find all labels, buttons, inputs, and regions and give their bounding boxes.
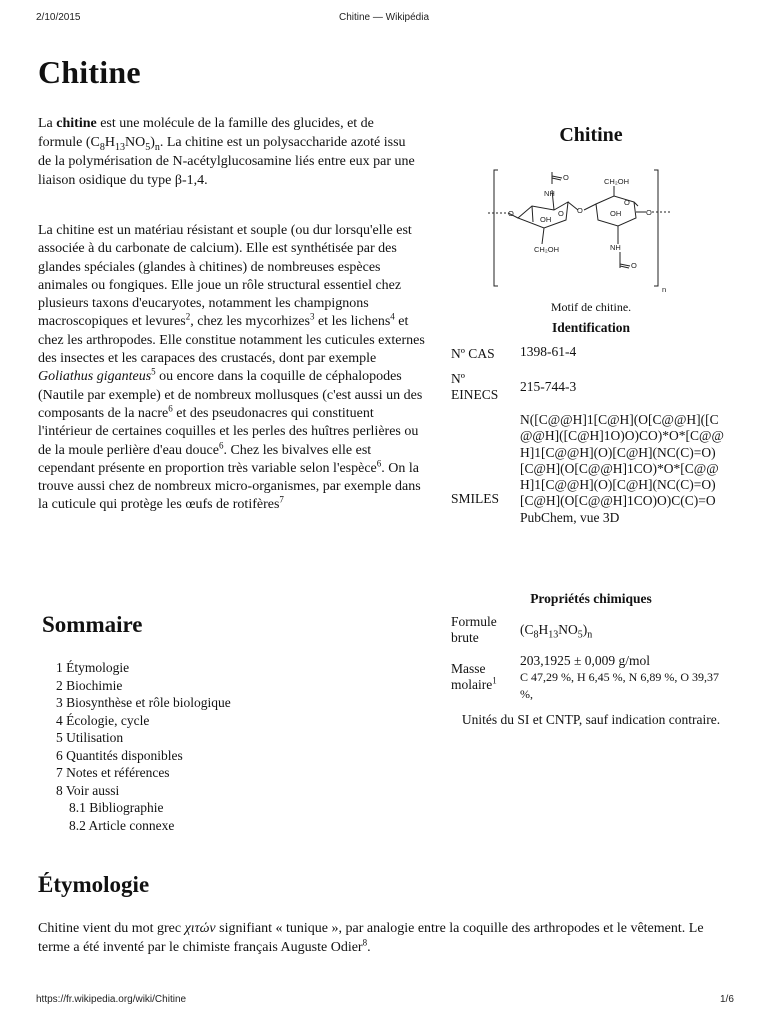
einecs-value: 215-744-3 <box>520 379 577 394</box>
masse-composition: C 47,29 %, H 6,45 %, N 6,89 %, O 39,37 %, <box>520 670 719 701</box>
toc-item[interactable]: 2 Biochimie <box>56 677 123 693</box>
structure-label-nh: NH <box>544 189 555 198</box>
ref-5[interactable]: 5 <box>151 366 156 377</box>
toc-title: Sommaire <box>42 612 143 637</box>
ref-3[interactable]: 3 <box>309 311 315 322</box>
species-name: Goliathus giganteus <box>38 369 152 385</box>
toc-item[interactable]: 5 Utilisation <box>56 730 124 745</box>
term-chitine: chitine <box>56 116 97 131</box>
einecs-label[interactable]: Nº EINECS <box>451 371 499 402</box>
ref-6[interactable]: 6 <box>168 403 173 414</box>
print-page-number: 1/6 <box>720 994 734 1005</box>
structure-label-o: O <box>624 198 630 207</box>
smiles-links[interactable]: PubChem, vue 3D <box>520 509 620 525</box>
print-doc-title: Chitine — Wikipédia <box>338 12 430 23</box>
smiles-value: N([C@@H]1[C@H](O[C@@H]([C@@H]([C@H]1O)O)CO)*O*[C@@H]1[C@@H](O)[C@H](NC(C)=O)[C@H](O[C@@H]1CO)*O*[C@@H]1[C@@H](O)[C@H](NC(C)=O)[C@H](O[C@@H]1CO)O)C(C)=O PubChem, vue 3D <box>520 412 724 525</box>
toc-item[interactable]: 3 Biosynthèse et rôle biologique <box>56 695 231 710</box>
masse-value: 203,1925 ± 0,009 g/mol C 47,29 %, H 6,45 %, N 6,89 %, O 39,37 %, <box>520 653 719 701</box>
structure-label-oh: OH <box>540 215 552 224</box>
cas-value: 1398-61-4 <box>520 344 577 359</box>
page-title: Chitine <box>38 54 141 90</box>
ref-1: 1 <box>492 675 497 686</box>
structure-label-o: O <box>577 206 583 215</box>
infobox-section-identification: Identification <box>551 320 630 335</box>
toc-item[interactable]: 1 Étymologie <box>56 660 130 675</box>
ref-6[interactable]: 6 <box>376 458 382 469</box>
toc-subitem[interactable]: 8.1 Bibliographie <box>69 800 164 815</box>
ref-4[interactable]: 4 <box>390 311 395 322</box>
smiles-label[interactable]: SMILES <box>451 491 500 506</box>
structure-label-o: O <box>508 209 514 218</box>
ref-6[interactable]: 6 <box>218 439 224 450</box>
toc-item[interactable]: 8 Voir aussi <box>56 782 120 798</box>
toc-item[interactable]: 6 Quantités disponibles <box>56 747 183 763</box>
infobox-title: Chitine <box>559 124 623 146</box>
table-of-contents <box>56 659 231 834</box>
lead-paragraph: La chitine est une molécule de la famille des glucides, et de formule $(C_8H_{13}NO_5)_n$. La chitine est un polysaccharide azoté issu de la polymérisation de N-acétylglucosamine liés entre eux par une liaison osidique du type β-1,4. <box>38 116 415 188</box>
chitin-structure-diagram <box>486 168 716 298</box>
toc-item[interactable]: 4 Écologie, cycle <box>56 712 150 728</box>
structure-label-nh: NH <box>610 243 621 252</box>
formule-label[interactable]: Formule brute <box>451 614 497 645</box>
structure-caption: Motif de chitine. <box>550 300 632 314</box>
cas-label[interactable]: Nº CAS <box>451 346 495 361</box>
structure-label-o: O <box>563 173 569 182</box>
ref-8[interactable]: 8 <box>362 937 368 948</box>
masse-label[interactable]: Masse molaire$^1$ <box>451 661 497 692</box>
ref-7[interactable]: 7 <box>279 494 284 505</box>
toc-item[interactable]: 7 Notes et références <box>56 765 170 780</box>
structure-label-o: O <box>646 208 652 217</box>
structure-label-oh: OH <box>610 209 622 218</box>
section-title-etymologie: Étymologie <box>38 872 150 897</box>
structure-label-ch2oh: CH₂OH <box>604 177 629 186</box>
structure-label-n: n <box>662 285 667 294</box>
body-paragraph: La chitine est un matériau résistant et souple (ou dur lorsqu'elle est associée à du carbonate de calcium). Elle est synthétisée par des glandes spéciales (glandes à chitines) de nombreuses espèces animales ou fongiques. Elle joue un rôle structural essentiel chez plusieurs taxons d'eucaryotes, notamment les champignons macroscopiques et levures$^2$, chez les mycorhizes$^3$ et les lichens$^4$ et chez les arthropodes. Elle constitue notamment les cuticules externes des insectes et les carapaces des crustacés, dont par exemple Goliathus giganteus$^5$ ou encore dans la coquille de céphalopodes (Nautile par exemple) et de nombreux mollusques (c'est aussi un des composants de la nacre$^6$ et des pseudonacres qui constituent l'intérieur de certaines coquilles et les perles des huîtres perlières ou de la moule perlière d'eau douce$^6$. Chez les bivalves elle est cependant présente en proportion très variable selon l'espèce$^6$. On la trouve aussi chez de nombreux micro-organismes, par exemple dans la cuticule qui protège les œufs de rotifères$^7$ <box>38 223 425 513</box>
structure-label-ch2oh: CH₂OH <box>534 245 559 254</box>
structure-label-o: O <box>631 261 637 270</box>
etymologie-paragraph: Chitine vient du mot grec χιτών signifiant « tunique », par analogie entre la coquille des arthropodes et le vêtement. Le terme a été inventé par le chimiste français Auguste Odier$^8$. <box>38 921 704 955</box>
print-url: https://fr.wikipedia.org/wiki/Chitine <box>36 994 187 1005</box>
structure-label-o: O <box>558 209 564 218</box>
greek-word: χιτών <box>184 921 216 936</box>
infobox-footnote[interactable]: Unités du SI et CNTP, sauf indication contraire. <box>461 712 721 727</box>
ref-2[interactable]: 2 <box>185 311 191 322</box>
toc-subitem[interactable]: 8.2 Article connexe <box>69 817 175 833</box>
infobox-section-properties: Propriétés chimiques <box>530 591 652 606</box>
formule-value: $(C_8H_{13}NO_5)_n$ <box>520 622 593 641</box>
print-date: 2/10/2015 <box>36 12 81 23</box>
